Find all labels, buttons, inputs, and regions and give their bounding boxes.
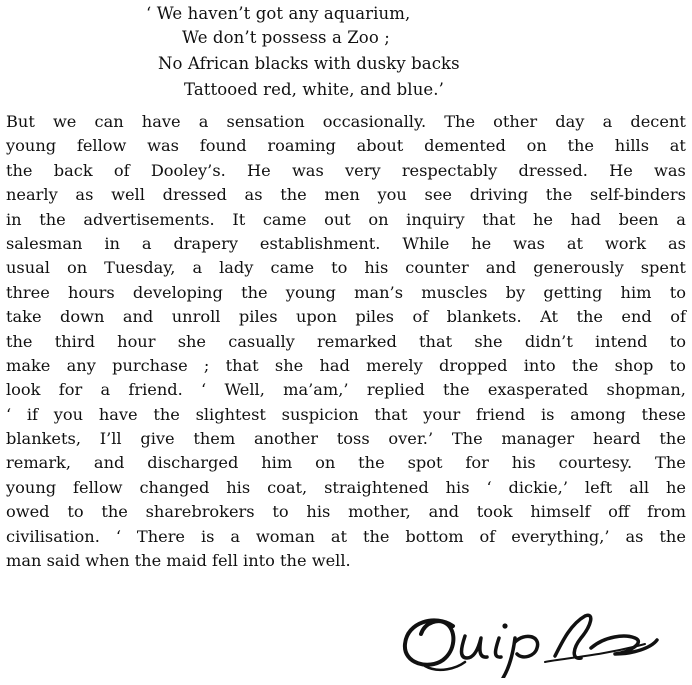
prose-line: the back of Dooley’s. He was very respectably dressed. He was	[6, 160, 686, 180]
prose-line: ‘ if you have the slightest suspicion that your friend is among these	[6, 404, 686, 424]
prose-line: man said when the maid fell into the well.	[6, 551, 351, 571]
prose-line: usual on Tuesday, a lady came to his counter and generously spent	[6, 258, 686, 278]
prose-line: the third hour she casually remarked that she didn’t intend to	[6, 331, 686, 351]
poem-line: No African blacks with dusky backs	[158, 54, 460, 73]
prose-line: in the advertisements. It came out on inquiry that he had been a	[6, 209, 686, 229]
poem-line: ‘ We haven’t got any aquarium,	[146, 4, 411, 23]
prose-line: civilisation. ‘ There is a woman at the bottom of everything,’ as the	[6, 526, 686, 546]
prose-paragraph	[6, 110, 686, 573]
poem-line: Tattooed red, white, and blue.’	[184, 80, 444, 99]
prose-line: nearly as well dressed as the men you see driving the self-binders	[6, 185, 686, 205]
signature-quips	[395, 608, 665, 678]
prose-line: young fellow was found roaming about demented on the hills at	[6, 136, 686, 156]
poem-line: We don’t possess a Zoo ;	[182, 28, 390, 47]
prose-line: make any purchase ; that she had merely dropped into the shop to	[6, 355, 686, 375]
prose-line: three hours developing the young man’s muscles by getting him to	[6, 282, 686, 302]
prose-line: take down and unroll piles upon piles of blankets. At the end of	[6, 307, 686, 327]
prose-line: owed to the sharebrokers to his mother, and took himself off from	[6, 502, 686, 522]
prose-line: But we can have a sensation occasionally. The other day a decent	[6, 112, 686, 131]
prose-line: look for a friend. ‘ Well, ma’am,’ replied the exasperated shopman,	[6, 380, 686, 400]
prose-line: remark, and discharged him on the spot for his courtesy. The	[6, 453, 686, 473]
prose-line: blankets, I’ll give them another toss over.’ The manager heard the	[6, 429, 686, 449]
prose-line: young fellow changed his coat, straightened his ‘ dickie,’ left all he	[6, 477, 686, 497]
prose-line: salesman in a drapery establishment. While he was at work as	[6, 233, 686, 253]
